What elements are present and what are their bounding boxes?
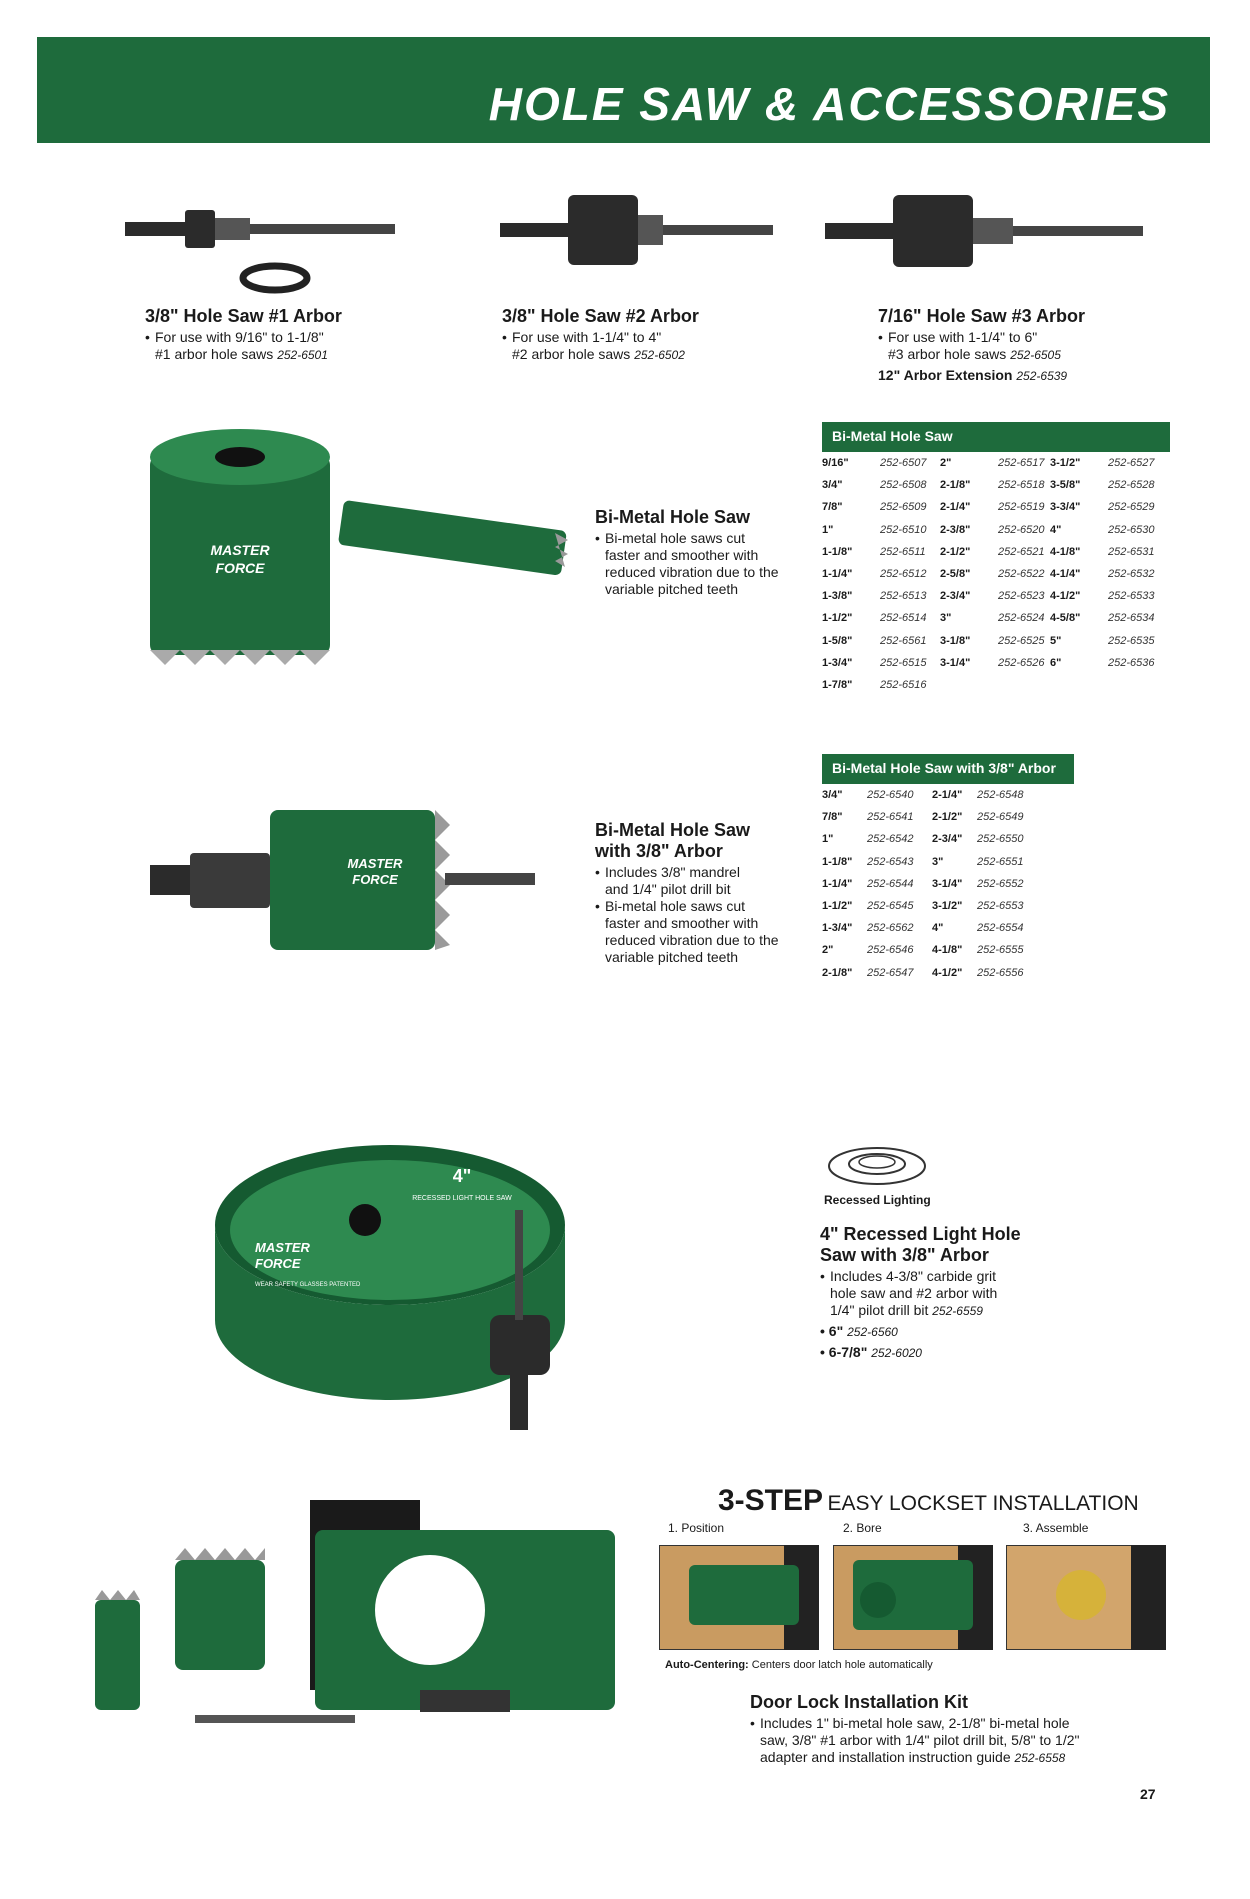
bimetal-title: Bi-Metal Hole Saw (595, 507, 751, 527)
bimetal-arbor-table-size: 1" (822, 833, 834, 846)
bimetal-table-part-number: 252-6531 (1108, 545, 1155, 558)
arbor-2-title: 3/8" Hole Saw #2 Arbor (502, 306, 699, 326)
bimetal-arbor-desc-5: reduced vibration due to the (605, 932, 779, 948)
auto-centering-text: Centers door latch hole automatically (751, 1659, 933, 1671)
bimetal-arbor-table-row (822, 784, 942, 806)
bimetal-table-part-number: 252-6510 (880, 523, 927, 536)
header-banner (37, 37, 1210, 143)
bimetal-table-size: 4-1/2" (1050, 590, 1081, 603)
bimetal-arbor-table-size: 4-1/2" (932, 966, 963, 979)
page-title: HOLE SAW & ACCESSORIES (488, 78, 1170, 130)
recessed-title-2: Saw with 3/8" Arbor (820, 1245, 989, 1265)
brand-logo-2: FORCE (215, 560, 265, 576)
bimetal-arbor-table-part-number: 252-6548 (977, 789, 1024, 801)
bimetal-table-row (1050, 630, 1170, 652)
bimetal-desc-2: faster and smoother with (605, 547, 759, 563)
bimetal-table-row (822, 519, 942, 541)
bimetal-table-row (1050, 607, 1170, 629)
auto-centering-label: Auto-Centering: (665, 1659, 749, 1671)
bimetal-table-part-number: 252-6509 (880, 501, 927, 514)
bimetal-table-size: 3-3/4" (1050, 501, 1081, 514)
bimetal-block: Bi-Metal Hole Saw • Bi-metal hole saws cut faster and smoother with reduced vibration due to the variable pitched teeth (595, 507, 820, 598)
bimetal-arbor-table-size: 3-1/2" (932, 900, 963, 912)
step-1-label: 1. Position (668, 1521, 725, 1535)
bimetal-table-row (822, 652, 942, 674)
bimetal-table-size: 2-1/8" (940, 479, 971, 492)
arbor-2-desc: For use with 1-1/4" to 4" (512, 329, 662, 345)
bimetal-arbor-table-size: 1-1/8" (822, 855, 853, 868)
bimetal-table-size: 3-1/8" (940, 634, 971, 647)
recessed-option-1: 6" (828, 1323, 844, 1339)
bimetal-arbor-table-row (822, 828, 942, 850)
arbor-1-desc: For use with 9/16" to 1-1/8" (155, 329, 324, 345)
bimetal-arbor-table-part-number: 252-6554 (977, 922, 1024, 935)
bimetal-arbor-image (145, 800, 545, 960)
bimetal-table-part-number: 252-6507 (880, 457, 927, 469)
bimetal-table-size: 1-1/4" (822, 568, 853, 580)
bimetal-table-row (1050, 452, 1170, 474)
brand-logo-arbor-2: FORCE (352, 872, 398, 887)
bimetal-table-title: Bi-Metal Hole Saw (822, 422, 1170, 452)
recessed-lighting-label: Recessed Lighting (824, 1193, 931, 1207)
step-3-assemble-image (1006, 1545, 1166, 1650)
bimetal-arbor-table-part-number: 252-6545 (867, 900, 914, 912)
lockset-heading-bold: 3-STEP (718, 1484, 824, 1517)
bimetal-table-size: 9/16" (822, 457, 849, 469)
bimetal-table-part-number: 252-6521 (998, 545, 1045, 558)
arbor-1-block: 3/8" Hole Saw #1 Arbor • For use with 9/16" to 1-1/8" #1 arbor hole saws 252-6501 (145, 306, 425, 364)
recessed-desc-3: 1/4" pilot drill bit (830, 1302, 929, 1318)
bimetal-table-size: 2-3/8" (940, 523, 971, 536)
bimetal-table-row (822, 674, 942, 696)
bimetal-arbor-table-row (822, 939, 942, 961)
bimetal-table-row (1050, 519, 1170, 541)
bimetal-table-part-number: 252-6536 (1108, 656, 1155, 669)
bimetal-arbor-table-part-number: 252-6553 (977, 900, 1024, 912)
arbor-2-sku: 252-6502 (634, 348, 685, 362)
step-2-label: 2. Bore (843, 1521, 882, 1535)
bimetal-table-size: 4-1/4" (1050, 568, 1081, 580)
arbor-3-sku: 252-6505 (1010, 348, 1061, 362)
bimetal-table-part-number: 252-6529 (1108, 501, 1155, 514)
lockset-heading (718, 1484, 1139, 1518)
bimetal-arbor-table-row (822, 806, 942, 828)
bimetal-desc-1: Bi-metal hole saws cut (605, 530, 746, 546)
bimetal-table-part-number: 252-6530 (1108, 523, 1155, 536)
bimetal-table-row (1050, 496, 1170, 518)
bimetal-table-size: 6" (1050, 656, 1062, 669)
lockset-desc-1: Includes 1" bi-metal hole saw, 2-1/8" bi-metal hole (760, 1715, 1070, 1731)
arbor-1-desc2: #1 arbor hole saws (155, 346, 274, 362)
bimetal-table-part-number: 252-6515 (880, 656, 927, 669)
bimetal-table-part-number: 252-6525 (998, 634, 1045, 647)
bimetal-arbor-table-part-number: 252-6552 (977, 877, 1024, 890)
bimetal-table-part-number: 252-6524 (998, 612, 1045, 625)
bimetal-arbor-table-part-number: 252-6549 (977, 811, 1024, 824)
bimetal-table-size: 4-5/8" (1050, 612, 1081, 625)
bimetal-arbor-table-part-number: 252-6540 (867, 789, 914, 801)
bimetal-table-size: 1" (822, 523, 834, 536)
bimetal-table-part-number: 252-6517 (998, 457, 1045, 469)
bimetal-arbor-table-part-number: 252-6562 (867, 922, 914, 935)
arbor-extension-sku: 252-6539 (1016, 369, 1068, 383)
bimetal-arbor-table-part-number: 252-6550 (977, 833, 1024, 846)
bimetal-arbor-title-2: with 3/8" Arbor (595, 841, 723, 861)
bimetal-table-part-number: 252-6561 (880, 634, 927, 647)
arbor-1-image (125, 200, 400, 300)
bimetal-arbor-table-size: 2-1/8" (822, 966, 853, 979)
bimetal-table-row (940, 452, 1060, 474)
bimetal-arbor-table-row (822, 917, 942, 939)
bimetal-table-part-number: 252-6535 (1108, 634, 1155, 647)
bimetal-table-row (822, 541, 942, 563)
bimetal-arbor-table-size: 1-1/2" (822, 900, 853, 912)
lockset-desc-3: adapter and installation instruction guide (760, 1749, 1011, 1765)
bimetal-table-size: 1-5/8" (822, 634, 853, 647)
bimetal-table-size: 1-1/8" (822, 545, 853, 558)
auto-centering-note (665, 1659, 933, 1671)
bimetal-table-row (940, 496, 1060, 518)
bimetal-arbor-title-1: Bi-Metal Hole Saw (595, 820, 751, 840)
bimetal-table-part-number: 252-6512 (880, 568, 927, 580)
lockset-block: Door Lock Installation Kit • Includes 1" bi-metal hole saw, 2-1/8" bi-metal hole saw, 3/8" #1 arbor with 1/4" pilot drill bit, 5/8" to 1/2" adapter and installation instruction guide 252-6558 (750, 1692, 1170, 1767)
bimetal-table-row (822, 563, 942, 585)
bimetal-table-row (940, 607, 1060, 629)
bimetal-table-part-number: 252-6523 (998, 590, 1045, 603)
bimetal-arbor-table-row (932, 828, 1052, 850)
bimetal-table-row (940, 474, 1060, 496)
arbor-1-sku: 252-6501 (277, 348, 328, 362)
bimetal-arbor-table-size: 3-1/4" (932, 877, 963, 890)
bimetal-arbor-table-size: 2-1/2" (932, 811, 963, 824)
bimetal-table-size: 2-1/4" (940, 501, 971, 514)
bimetal-table-row (822, 474, 942, 496)
arbor-extension: 12" Arbor Extension (878, 367, 1013, 383)
recessed-lighting-icon (825, 1140, 935, 1190)
bimetal-table-size: 3" (940, 612, 952, 625)
bimetal-table-size: 2-1/2" (940, 545, 971, 558)
arbor-3-desc: For use with 1-1/4" to 6" (888, 329, 1038, 345)
bimetal-table-size: 5" (1050, 634, 1062, 647)
bimetal-arbor-desc-1: Includes 3/8" mandrel (605, 864, 740, 880)
bimetal-table-part-number: 252-6532 (1108, 568, 1155, 580)
bimetal-table-part-number: 252-6508 (880, 479, 927, 492)
brand-logo: MASTER (210, 542, 270, 558)
bimetal-arbor-desc-3: Bi-metal hole saws cut (605, 898, 746, 914)
bimetal-table-row (940, 563, 1060, 585)
bimetal-table-size: 3-1/2" (1050, 457, 1081, 469)
bimetal-arbor-table-part-number: 252-6541 (867, 811, 914, 824)
bimetal-table-row (1050, 541, 1170, 563)
bimetal-arbor-table-size: 1-3/4" (822, 922, 853, 935)
bimetal-arbor-table-row (822, 895, 942, 917)
bimetal-arbor-table-row (932, 939, 1052, 961)
bimetal-arbor-size-table (822, 784, 1082, 984)
arbor-3-title: 7/16" Hole Saw #3 Arbor (878, 306, 1085, 326)
bimetal-table-size: 1-3/4" (822, 656, 853, 669)
arbor-2-image (500, 190, 775, 285)
brand-logo-recessed-2: FORCE (255, 1256, 301, 1271)
brand-logo-recessed: MASTER (255, 1240, 310, 1255)
bimetal-arbor-table-size: 4-1/8" (932, 944, 963, 957)
arbor-3-desc2: #3 arbor hole saws (888, 346, 1007, 362)
bimetal-arbor-table-part-number: 252-6556 (977, 966, 1024, 979)
bimetal-table-row (1050, 652, 1170, 674)
bimetal-table-row (940, 585, 1060, 607)
bimetal-arbor-table-row (932, 806, 1052, 828)
bimetal-desc-4: variable pitched teeth (605, 581, 739, 597)
page-number: 27 (1140, 1786, 1156, 1802)
bimetal-arbor-table-size: 2-1/4" (932, 789, 963, 801)
lock-installation-kit-image (90, 1490, 630, 1730)
bimetal-hole-saw-image (140, 425, 580, 675)
bimetal-table-row (940, 541, 1060, 563)
bimetal-arbor-desc-6: variable pitched teeth (605, 949, 739, 965)
step-2-bore-image (833, 1545, 993, 1650)
bimetal-table-row (822, 585, 942, 607)
bimetal-desc-3: reduced vibration due to the (605, 564, 779, 580)
bimetal-table-row (822, 496, 942, 518)
bimetal-table-size: 2-3/4" (940, 590, 971, 603)
bimetal-table-row (822, 452, 942, 474)
bimetal-arbor-table-part-number: 252-6544 (867, 877, 914, 890)
bimetal-table-part-number: 252-6511 (880, 545, 926, 558)
bimetal-size-table (822, 452, 1182, 702)
bimetal-arbor-table-row (822, 962, 942, 984)
step-1-position-image (659, 1545, 819, 1650)
bimetal-table-part-number: 252-6520 (998, 523, 1045, 536)
bimetal-table-size: 1-3/8" (822, 590, 853, 603)
bimetal-table-part-number: 252-6528 (1108, 479, 1155, 492)
recessed-option-1-sku: 252-6560 (847, 1325, 898, 1339)
bimetal-arbor-table-row (932, 784, 1052, 806)
bimetal-table-row (940, 519, 1060, 541)
bimetal-arbor-table-size: 3/4" (822, 789, 843, 801)
bimetal-table-size: 2" (940, 457, 952, 469)
bimetal-table-size: 3-1/4" (940, 656, 971, 669)
bimetal-arbor-table-size: 2-3/4" (932, 833, 963, 846)
bimetal-table-part-number: 252-6526 (998, 656, 1045, 669)
bimetal-table-row (822, 630, 942, 652)
arbor-3-image (825, 190, 1145, 285)
bimetal-arbor-block: Bi-Metal Hole Saw with 3/8" Arbor • Includes 3/8" mandrel and 1/4" pilot drill bit • Bi-metal hole saws cut faster and smoother with reduced vibration due to the variable pitched teeth (595, 820, 820, 966)
bimetal-arbor-table-part-number: 252-6551 (977, 855, 1024, 868)
bimetal-table-size: 1-1/2" (822, 612, 853, 625)
lockset-sku: 252-6558 (1014, 1751, 1066, 1765)
recessed-block: 4" Recessed Light Hole Saw with 3/8" Arbor • Includes 4-3/8" carbide grit hole saw and #2 arbor with 1/4" pilot drill bit 252-6559 • 6" 252-6560 • 6-7/8" 252-6020 (820, 1224, 1110, 1362)
lockset-heading-rest: EASY LOCKSET INSTALLATION (827, 1492, 1139, 1515)
recessed-option-2: 6-7/8" (828, 1344, 868, 1360)
bimetal-table-row (1050, 474, 1170, 496)
bimetal-table-part-number: 252-6533 (1108, 590, 1155, 603)
bimetal-table-row (940, 652, 1060, 674)
recessed-product-label: RECESSED LIGHT HOLE SAW (412, 1195, 512, 1202)
bimetal-arbor-desc-4: faster and smoother with (605, 915, 759, 931)
bimetal-arbor-table-row (932, 873, 1052, 895)
recessed-desc-1: Includes 4-3/8" carbide grit (830, 1268, 997, 1284)
bimetal-arbor-table-size: 1-1/4" (822, 877, 853, 890)
recessed-product-warning: WEAR SAFETY GLASSES PATENTED (255, 1282, 361, 1288)
lockset-title: Door Lock Installation Kit (750, 1692, 969, 1712)
bimetal-arbor-table-part-number: 252-6543 (867, 855, 914, 868)
bimetal-arbor-table-size: 3" (932, 855, 944, 868)
step-3-label: 3. Assemble (1023, 1521, 1089, 1535)
bimetal-table-row (1050, 563, 1170, 585)
bimetal-arbor-table-row (822, 851, 942, 873)
recessed-hole-saw-image (200, 1120, 620, 1450)
arbor-2-block: 3/8" Hole Saw #2 Arbor • For use with 1-1/4" to 4" #2 arbor hole saws 252-6502 (502, 306, 792, 364)
bimetal-arbor-table-row (932, 895, 1052, 917)
lockset-desc-2: saw, 3/8" #1 arbor with 1/4" pilot drill bit, 5/8" to 1/2" (760, 1732, 1080, 1748)
bimetal-arbor-table-size: 7/8" (822, 811, 843, 824)
bimetal-arbor-table-title: Bi-Metal Hole Saw with 3/8" Arbor (822, 754, 1074, 784)
bimetal-table-size: 4" (1050, 523, 1062, 536)
bimetal-arbor-table-part-number: 252-6542 (867, 833, 914, 846)
recessed-title-1: 4" Recessed Light Hole (820, 1224, 1021, 1244)
bimetal-table-part-number: 252-6519 (998, 501, 1045, 514)
bimetal-arbor-table-row (932, 851, 1052, 873)
bimetal-table-size: 7/8" (822, 501, 843, 514)
bimetal-table-row (1050, 585, 1170, 607)
bimetal-arbor-table-row (932, 962, 1052, 984)
bimetal-arbor-table-size: 4" (932, 922, 944, 935)
bimetal-table-row (940, 630, 1060, 652)
recessed-sku: 252-6559 (932, 1304, 983, 1318)
bimetal-arbor-table-size: 2" (822, 944, 834, 957)
recessed-product-size: 4" (452, 1166, 472, 1186)
bimetal-table-part-number: 252-6518 (998, 479, 1045, 492)
bimetal-table-size: 3/4" (822, 479, 843, 492)
bimetal-arbor-table-row (932, 917, 1052, 939)
bimetal-table-size: 3-5/8" (1050, 479, 1081, 492)
bimetal-table-size: 2-5/8" (940, 568, 971, 580)
recessed-desc-2: hole saw and #2 arbor with (830, 1285, 998, 1301)
bimetal-arbor-table-part-number: 252-6546 (867, 944, 914, 957)
bimetal-table-part-number: 252-6527 (1108, 457, 1155, 469)
bimetal-arbor-table-row (822, 873, 942, 895)
recessed-option-2-sku: 252-6020 (871, 1346, 922, 1360)
bimetal-table-part-number: 252-6516 (880, 679, 927, 691)
arbor-2-desc2: #2 arbor hole saws (512, 346, 631, 362)
bimetal-arbor-table-part-number: 252-6547 (867, 966, 914, 979)
arbor-1-title: 3/8" Hole Saw #1 Arbor (145, 306, 342, 326)
bimetal-table-size: 1-7/8" (822, 679, 853, 691)
bimetal-table-row (822, 607, 942, 629)
bimetal-arbor-table-part-number: 252-6555 (977, 944, 1024, 957)
bimetal-table-part-number: 252-6513 (880, 590, 927, 603)
bimetal-table-size: 4-1/8" (1050, 545, 1081, 558)
bimetal-table-part-number: 252-6522 (998, 568, 1045, 580)
brand-logo-arbor: MASTER (347, 856, 403, 871)
bimetal-arbor-desc-2: and 1/4" pilot drill bit (605, 881, 731, 897)
arbor-3-block: 7/16" Hole Saw #3 Arbor • For use with 1-1/4" to 6" #3 arbor hole saws 252-6505 12" Arbor Extension 252-6539 (878, 306, 1178, 383)
bimetal-table-part-number: 252-6534 (1108, 612, 1155, 625)
bimetal-table-part-number: 252-6514 (880, 612, 927, 625)
